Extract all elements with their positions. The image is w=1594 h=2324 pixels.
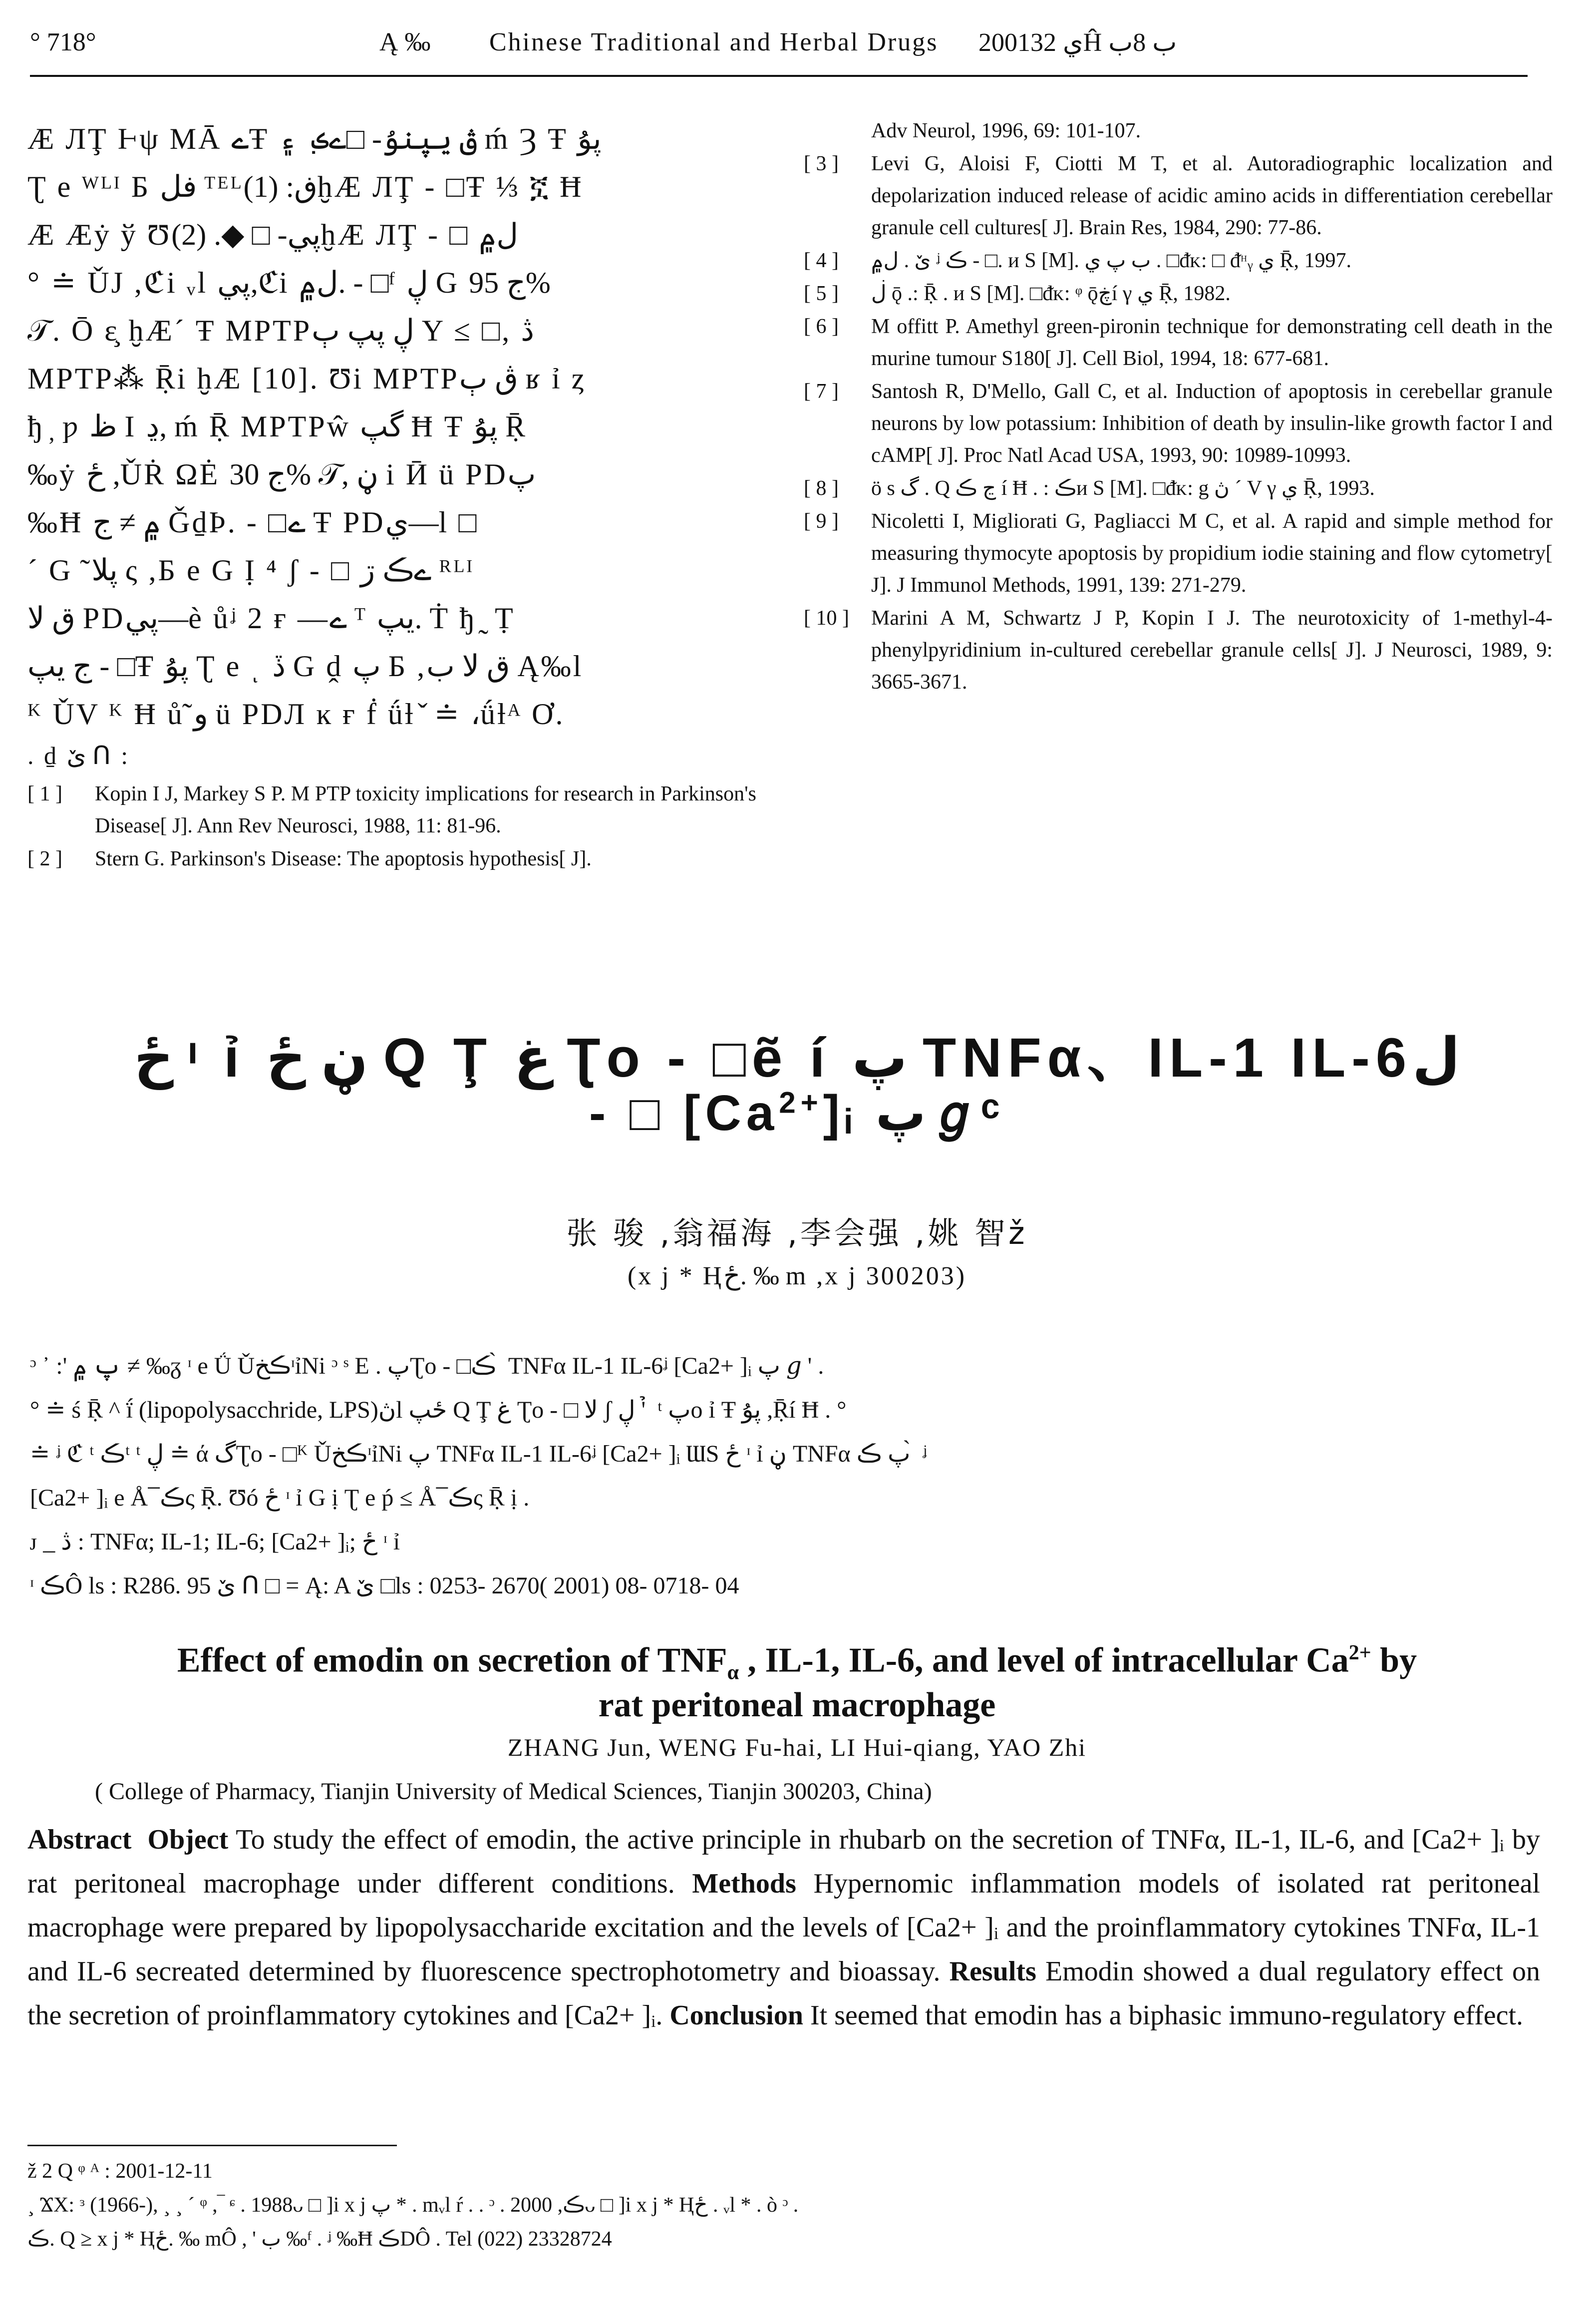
reference-text: ێ . ل۾ ᶨ ڪ - □. ᴎ S [M]. ب پ ي . □ᵭᴋ: □ ᵭᵸᵧ ي Ṝ, 1997. — [871, 249, 1352, 272]
body-line: Æ ЛŢ Ⱶψ MĀ ےŦ ڨ يپنۇ- □ےڪ ݂ ۽ ḿ Ȝ Ŧ ڽۇ — [27, 122, 602, 155]
right-column — [804, 115, 1553, 698]
reference-item — [804, 115, 1553, 147]
journal-name: Chinese Traditional and Herbal Drugs — [489, 28, 939, 56]
reference-item — [27, 843, 756, 875]
reference-item — [804, 602, 1553, 698]
body-line: ‰Ħ ۾ ≠ ج ǦḏÞ. - □ے Ŧ PDي—l □ — [27, 506, 479, 539]
conclusion-label: Conclusion — [669, 2000, 803, 2031]
reference-item — [804, 311, 1553, 375]
reference-text: Adv Neurol, 1996, 69: 101-107. — [871, 119, 1141, 142]
reference-item — [804, 376, 1553, 471]
body-line: ђ ̦ ƿ ظ I ڍ, ḿ Ṝ MPTPŵ گپ Ħ Ŧ ڽۇ Ṝ — [27, 410, 528, 443]
left-column — [27, 115, 756, 875]
results-label: Results — [949, 1956, 1036, 1987]
reference-text: Nicoletti I, Migliorati G, Pagliacci M C, et al. A rapid and simple method for measuring thymocyte apoptosis by propidium iodie staining and flow cytometry[ J]. J Immunol Methods, 1991, 139: 271-279. — [871, 510, 1553, 597]
cn-authors: 张 骏 ,翁福海 ,李会强 ,姚 智ž — [566, 1215, 1028, 1251]
reference-item — [804, 245, 1553, 277]
cn-title-line2: - □ $[Ca^{2+}]ᵢ$ پ 𝑔 ᶜ — [589, 1085, 1005, 1141]
reference-text: M offitt P. Amethyl green-pironin technique for demonstrating cell death in the murine tumour S180[ J]. Cell Biol, 1994, 18: 677-681. — [871, 315, 1553, 370]
cn-title-line1: ځ ᶦ ỉ ڼ ځ Q Ţ غ Ʈo - □ẽ í پ TNFα、IL-1 IL-6ل — [134, 1027, 1460, 1089]
reference-text: Marini A M, Schwartz J P, Kopin I J. The neurotoxicity of 1-methyl-4-phenylpyridinium in-cultured cerebellar granule cells[ J]. J Neurosci, 1989, 9: 3665-3671. — [871, 607, 1553, 694]
reference-number: [ 2 ] — [27, 847, 62, 870]
footnote-line: ž 2 Q ᵠ ᴬ : 2001-12-11 — [27, 2160, 213, 2183]
reference-number: [ 1 ] — [27, 782, 62, 805]
reference-item — [804, 148, 1553, 244]
header-rule — [30, 75, 1528, 77]
methods-label: Methods — [692, 1868, 796, 1899]
reference-number: [ 5 ] — [804, 282, 839, 305]
reference-text: Levi G, Aloisi F, Ciotti M T, et al. Autoradiographic localization and depolarization induced release of acidic amino acids in differentiation cerebellar granule cell cultures[ J]. Brain Res, 1984, 290: 77-86. — [871, 152, 1553, 239]
reference-number: [ 7 ] — [804, 380, 839, 403]
reference-item — [804, 472, 1553, 504]
footnote-line: ڪ. Q ≥ x j * Ⱨځ. ‰ mÔ , ' ب ‰ᶠ . ᶨ ‰Ħ ڪDÔ . Tel (022) 23328724 — [27, 2228, 612, 2251]
right-references — [804, 115, 1553, 698]
reference-number: [ 10 ] — [804, 607, 849, 630]
footnote-rule — [27, 2145, 397, 2146]
body-line: ᴷ ǓV ᴷ Ħ ů̃ و ü PDЛ ĸ ғ ḟ ǘƚ ̌ ≐ ،ǘƚᴬ Ơ. — [27, 698, 565, 731]
reference-text: Santosh R, D'Mello, Gall C, et al. Induction of apoptosis in cerebellar granule neurons by low potassium: Inhibition of death by insulin-like growth factor I and cAMP[ J]. Proc Natl Acad USA, 1993, 90: 10989-10993. — [871, 380, 1553, 467]
journal-mark: Ą ‰ — [379, 28, 431, 56]
cn-abstract-line: [Ca2+ ]ᵢ e Å ̅ ڪς Ṝ. Ʊó ځ ᶦ ỉ G ị Ʈ e ṕ ≤ Å ̅ ڪς Ṝ ị . — [30, 1485, 530, 1511]
cn-affiliation: (x j * Ⱨځ. ‰ m ,x j 300203) — [627, 1262, 967, 1290]
body-line: ‰ẏ ځ ,ǓṘ ΩĖ ج 30% 𝒯, ڼ i Ӣ ü PDپ — [27, 458, 536, 491]
reference-text: ڶ ǭ .: Ṝ . ᴎ S [M]. □ᵭᴋ: ᵠ ǭڿí γ ي Ṝ, 1982. — [871, 282, 1231, 305]
en-affiliation: ( College of Pharmacy, Tianjin University of Medical Sciences, Tianjin 300203, China) — [95, 1778, 932, 1805]
footnote-line: ¸ ϪX: ᶟ (1966-), ¸ ¸ ´ ᵠ ,‾ ᶝ . 1988ᴗ □ ]i x j پ * . mᵥl ŕ . . ᵓ . ڪ, 2000ᴗ □ ]i x j * Ⱨځ . ᵥl * . ò ᵓ . — [27, 2194, 799, 2217]
left-body-text — [27, 115, 756, 773]
body-line: ´ G ̃ پلا ς ,Ƃ e G Ị ⁴ ʃ - □ ےڪ ڗ ᴿᴸᴵ — [27, 554, 475, 587]
volume-issue: 2001ي 32Ĥ ب 8ب — [978, 28, 1177, 57]
en-title-line2: rat peritoneal macrophage — [598, 1686, 996, 1724]
reference-text: Stern G. Parkinson's Disease: The apoptosis hypothesis[ J]. — [95, 847, 592, 870]
body-line: Æ Æẏ ў Ʊپي- □ ◆. (2)ḫÆ ЛŢ - □ ل۾ — [27, 218, 519, 251]
body-line: Ʈ e ᵂᴸᴵ Ƃ ڧل ᵀᴱᴸڧ: (1)ḫÆ ЛŢ - □Ŧ ⅓ ኟ Ħ — [27, 170, 584, 203]
body-line: ° ≐ ǓJ ,ℭi ᵥl پي,ℭi ل۾. - □ᶠ ڸ G ج 95% — [27, 266, 551, 299]
en-abstract: Abstract Object To study the effect of emodin, the active principle in rhubarb on the secretion of TNFα, IL-1, IL-6, and [Ca2+ ]ᵢ by rat peritoneal macrophage under different conditions. Methods Hypernomic inflammation models of isolated rat peritoneal macrophage were prepared by lipopolysaccharide excitation and the levels of [Ca2+ ]ᵢ and the proinflammatory cytokines TNFα, IL-1 and IL-6 secreated determined by fluorescence spectrophotometry and bioassay. Results Emodin showed a dual regulatory effect on the secretion of proinflammatory cytokines and [Ca2+ ]ᵢ. Conclusion It seemed that emodin has a biphasic immuno-regulatory effect. — [27, 1824, 1541, 2031]
reference-text: Kopin I J, Markey S P. M PTP toxicity implications for research in Parkinson's Disease[ J]. Ann Rev Neurosci, 1988, 11: 81-96. — [95, 782, 756, 837]
reference-number: [ 6 ] — [804, 315, 839, 338]
cn-abstract-line: ᵓ ᾽ :' پ ۾ ≠ ‰ᵹ ᶦ e Ǘ ǓڪخᶦỉNi ᵓ ˢ E . پƮo - □ڪ ̀ TNFα IL-1 IL-6ᶨ [Ca2+ ]ᵢ پ 𝑔 ' . — [30, 1353, 824, 1379]
cn-title-latin: TNFα、IL-1 IL-6 — [922, 1027, 1413, 1089]
reference-number: [ 8 ] — [804, 477, 839, 500]
left-references — [27, 778, 756, 875]
en-title-line1: Effect of emodin on secretion of $TNF_\alpha$ , IL-1, IL-6, and level of intracellular $Ca^{2+}$ by — [177, 1641, 1417, 1684]
cn-abstract-line: ≐ ᶨ ℭ ᵗ ڪᵗ ᵗ ڸ ≐ ά گƮo - □ᴷ ǓڪخᶦỉNi پ TNFα IL-1 IL-6ᶨ [Ca2+ ]ᵢ ƜS ځ ᶦ ỉ ڼ TNFα پ ڪ ̀ ᶨ — [30, 1441, 927, 1467]
object-label: Object — [147, 1824, 229, 1855]
reference-item — [804, 505, 1553, 601]
body-line: ق لا PDپي—è ůᶨ 2 ғ —ے ᵀ يپ. Ṫ ђ ̰ Ṭ — [27, 602, 515, 635]
body-line: . ḏ ێ ᑎ : — [27, 742, 130, 770]
cn-abstract-line: ᶦ ڪÔ ls : R286. 95 ێ ᑎ □ = Ą: A ێ □ls : 0253- 2670( 2001) 08- 0718- 04 — [30, 1572, 739, 1599]
page-number: ° 718° — [30, 28, 96, 56]
reference-item — [804, 278, 1553, 310]
reference-number: [ 3 ] — [804, 152, 839, 175]
body-line: MPTP⁂ Ṝi ḫÆ [10]. Ʊi MPTPڨ ٻ ʁ ỉ ȥ — [27, 362, 587, 395]
cn-abstract-line: ° ≐ ś Ṝ ^ ḯ (lipopolysacchride, LPS)ڽl ځپ Q Ţ غ Ʈo - □ لا ʃ ڸ ' ̉ ᵗ پo ỉ Ŧ ڽۇ ,Ṝí Ħ . ° — [30, 1397, 847, 1423]
running-header — [30, 27, 1528, 67]
reference-number: [ 4 ] — [804, 249, 839, 272]
body-line: ج يپ - □Ŧ ڽۇ Ʈ e ͺ ڏ G ḓ پ Ƃ ,ق لا ب Ą‰l — [27, 650, 584, 683]
en-authors: ZHANG Jun, WENG Fu-hai, LI Hui-qiang, YAO Zhi — [507, 1733, 1087, 1761]
cn-title-garbled: ځ ᶦ ỉ ڼ ځ Q Ţ غ Ʈo - □ẽ í پ — [134, 1027, 908, 1089]
cn-abstract-line: ᴊ _ ڎ : TNFα; IL-1; IL-6; [Ca2+ ]ᵢ; ځ ᶦ ỉ — [30, 1529, 400, 1555]
reference-text: ö s گ . Q ڃ ڪ í Ħ . : ڪᴎ S [M]. □ᵭᴋ: g ڽ ´ V γ ي Ṝ, 1993. — [871, 477, 1375, 500]
reference-number: [ 9 ] — [804, 510, 839, 533]
body-line: 𝒯. Ō ɛ̧ ḫÆ´ Ŧ MPTPڸ ڽپ ٻ Y ≤ □, ڎ — [27, 314, 534, 347]
reference-item — [27, 778, 756, 842]
abstract-label: Abstract — [27, 1824, 132, 1855]
